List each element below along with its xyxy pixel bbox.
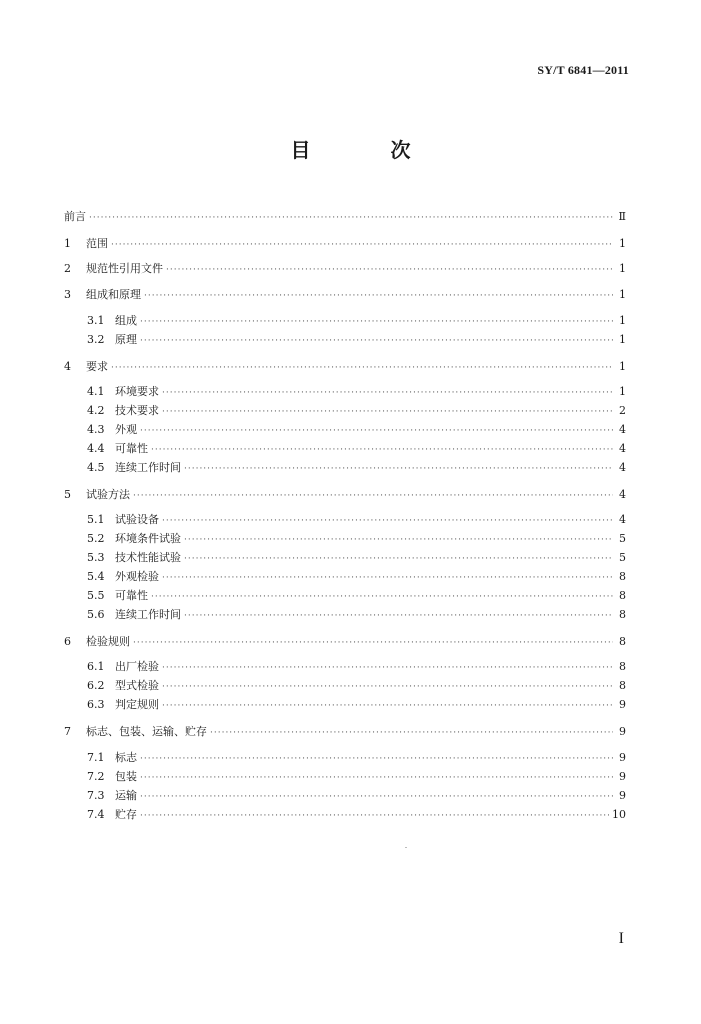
toc-entry-label: 连续工作时间: [115, 608, 181, 621]
toc-entry-label: 出厂检验: [115, 660, 159, 673]
scan-speck: [405, 847, 407, 848]
toc-entry-page: 4: [619, 488, 626, 501]
toc-entry-page: 10: [612, 808, 626, 821]
toc-entry-3-1[interactable]: [87, 314, 626, 329]
toc-entry-number: 5.3: [87, 551, 105, 564]
leader-dots: [184, 552, 613, 566]
toc-entry-number: 6: [64, 635, 71, 648]
page-number: I: [618, 930, 624, 947]
toc-entry-2[interactable]: [64, 262, 626, 277]
leader-dots: [210, 726, 613, 740]
toc-entry-page: 8: [619, 635, 626, 648]
toc-entry-5-5[interactable]: [87, 589, 626, 604]
toc-entry-6-3[interactable]: [87, 698, 626, 713]
toc-entry-label: 连续工作时间: [115, 461, 181, 474]
toc-entry-label: 要求: [86, 360, 108, 373]
leader-dots: [162, 514, 613, 528]
toc-entry-5-2[interactable]: [87, 532, 626, 547]
toc-entry-number: 3.2: [87, 333, 105, 346]
toc-entry-label: 前言: [64, 210, 86, 223]
standard-code: SY/T 6841—2011: [537, 63, 629, 77]
toc-entry-number: 5.2: [87, 532, 105, 545]
toc-entry-label: 判定规则: [115, 698, 159, 711]
leader-dots: [162, 405, 613, 419]
leader-dots: [140, 771, 613, 785]
toc-entry-6[interactable]: [64, 635, 626, 650]
toc-entry-number: 4.3: [87, 423, 105, 436]
leader-dots: [162, 680, 613, 694]
toc-entry-6-2[interactable]: [87, 679, 626, 694]
toc-entry-page: 8: [619, 660, 626, 673]
toc-entry-5-1[interactable]: [87, 513, 626, 528]
toc-entry-5[interactable]: [64, 488, 626, 503]
toc-entry-number: 4.5: [87, 461, 105, 474]
toc-entry-label: 组成和原理: [86, 288, 141, 301]
toc-entry-page: 4: [619, 513, 626, 526]
toc-entry-number: 4.1: [87, 385, 105, 398]
toc-entry-label: 环境条件试验: [115, 532, 181, 545]
toc-entry-number: 2: [64, 262, 71, 275]
toc-entry-page: 5: [619, 551, 626, 564]
toc-entry-4-5[interactable]: [87, 461, 626, 476]
toc-entry-4-4[interactable]: [87, 442, 626, 457]
toc-entry-label: 标志: [115, 751, 137, 764]
toc-entry-5-6[interactable]: [87, 608, 626, 623]
toc-entry-5-4[interactable]: [87, 570, 626, 585]
toc-entry-number: 3.1: [87, 314, 105, 327]
toc-entry-label: 型式检验: [115, 679, 159, 692]
toc-entry-number: 6.1: [87, 660, 105, 673]
toc-entry-number: 7.3: [87, 789, 105, 802]
toc-entry-number: 6.2: [87, 679, 105, 692]
toc-entry-foreword[interactable]: [64, 210, 626, 225]
toc-entry-page: Ⅱ: [618, 210, 626, 223]
toc-entry-number: 3: [64, 288, 71, 301]
leader-dots: [162, 699, 613, 713]
toc-entry-number: 4.4: [87, 442, 105, 455]
toc-entry-5-3[interactable]: [87, 551, 626, 566]
toc-entry-label: 外观: [115, 423, 137, 436]
toc-entry-page: 1: [619, 262, 626, 275]
toc-entry-label: 标志、包装、运输、贮存: [86, 725, 207, 738]
toc-entry-page: 8: [619, 679, 626, 692]
toc-entry-label: 试验方法: [86, 488, 130, 501]
toc-entry-page: 9: [619, 770, 626, 783]
page-title: 目 次: [290, 138, 441, 162]
toc-entry-page: 4: [619, 423, 626, 436]
toc-entry-page: 4: [619, 442, 626, 455]
toc-entry-3[interactable]: [64, 288, 626, 303]
leader-dots: [140, 424, 613, 438]
toc-entry-7[interactable]: [64, 725, 626, 740]
toc-entry-page: 8: [619, 608, 626, 621]
toc-entry-number: 4: [64, 360, 71, 373]
leader-dots: [184, 462, 613, 476]
toc-entry-label: 可靠性: [115, 589, 148, 602]
leader-dots: [140, 790, 613, 804]
toc-entry-page: 8: [619, 570, 626, 583]
toc-entry-page: 1: [619, 360, 626, 373]
toc-entry-page: 5: [619, 532, 626, 545]
leader-dots: [133, 636, 613, 650]
toc-entry-number: 5.6: [87, 608, 105, 621]
toc-entry-label: 组成: [115, 314, 137, 327]
toc-entry-page: 9: [619, 789, 626, 802]
toc-entry-4-3[interactable]: [87, 423, 626, 438]
toc-entry-number: 1: [64, 237, 71, 250]
toc-entry-page: 1: [619, 237, 626, 250]
leader-dots: [151, 590, 613, 604]
toc-entry-page: 1: [619, 385, 626, 398]
toc-entry-label: 试验设备: [115, 513, 159, 526]
toc-entry-3-2[interactable]: [87, 333, 626, 348]
toc-entry-7-2[interactable]: [87, 770, 626, 785]
leader-dots: [140, 334, 613, 348]
toc-entry-page: 4: [619, 461, 626, 474]
toc-entry-page: 9: [619, 698, 626, 711]
toc-entry-label: 包装: [115, 770, 137, 783]
toc-entry-number: 7: [64, 725, 71, 738]
leader-dots: [144, 289, 613, 303]
toc-entry-label: 外观检验: [115, 570, 159, 583]
toc-entry-page: 9: [619, 725, 626, 738]
toc-entry-4-2[interactable]: [87, 404, 626, 419]
leader-dots: [111, 361, 613, 375]
toc-entry-label: 可靠性: [115, 442, 148, 455]
toc-entry-label: 环境要求: [115, 385, 159, 398]
toc-entry-number: 5.5: [87, 589, 105, 602]
toc-entry-label: 原理: [115, 333, 137, 346]
leader-dots: [140, 752, 613, 766]
leader-dots: [162, 571, 613, 585]
toc-entry-number: 6.3: [87, 698, 105, 711]
leader-dots: [162, 386, 613, 400]
toc-entry-1[interactable]: [64, 237, 626, 252]
toc-entry-number: 4.2: [87, 404, 105, 417]
toc-entry-7-1[interactable]: [87, 751, 626, 766]
leader-dots: [140, 315, 613, 329]
toc-entry-label: 规范性引用文件: [86, 262, 163, 275]
toc-entry-page: 1: [619, 288, 626, 301]
leader-dots: [111, 238, 613, 252]
toc-entry-number: 5: [64, 488, 71, 501]
toc-entry-number: 5.1: [87, 513, 105, 526]
toc-entry-label: 贮存: [115, 808, 137, 821]
leader-dots: [151, 443, 613, 457]
leader-dots: [89, 211, 613, 225]
toc-entry-page: 1: [619, 333, 626, 346]
toc-entry-number: 7.2: [87, 770, 105, 783]
toc-entry-label: 技术性能试验: [115, 551, 181, 564]
toc-entry-7-4[interactable]: [87, 808, 626, 823]
toc-entry-page: 2: [619, 404, 626, 417]
leader-dots: [184, 533, 613, 547]
toc-entry-label: 检验规则: [86, 635, 130, 648]
toc-entry-6-1[interactable]: [87, 660, 626, 675]
leader-dots: [140, 809, 609, 823]
toc-entry-number: 5.4: [87, 570, 105, 583]
toc-entry-number: 7.4: [87, 808, 105, 821]
toc-entry-7-3[interactable]: [87, 789, 626, 804]
toc-entry-label: 范围: [86, 237, 108, 250]
leader-dots: [133, 489, 613, 503]
toc-entry-4[interactable]: [64, 360, 626, 375]
toc-entry-number: 7.1: [87, 751, 105, 764]
leader-dots: [184, 609, 613, 623]
toc-entry-page: 8: [619, 589, 626, 602]
toc-entry-4-1[interactable]: [87, 385, 626, 400]
toc-entry-page: 1: [619, 314, 626, 327]
leader-dots: [162, 661, 613, 675]
toc-entry-page: 9: [619, 751, 626, 764]
toc-entry-label: 技术要求: [115, 404, 159, 417]
leader-dots: [166, 263, 613, 277]
toc-entry-label: 运输: [115, 789, 137, 802]
